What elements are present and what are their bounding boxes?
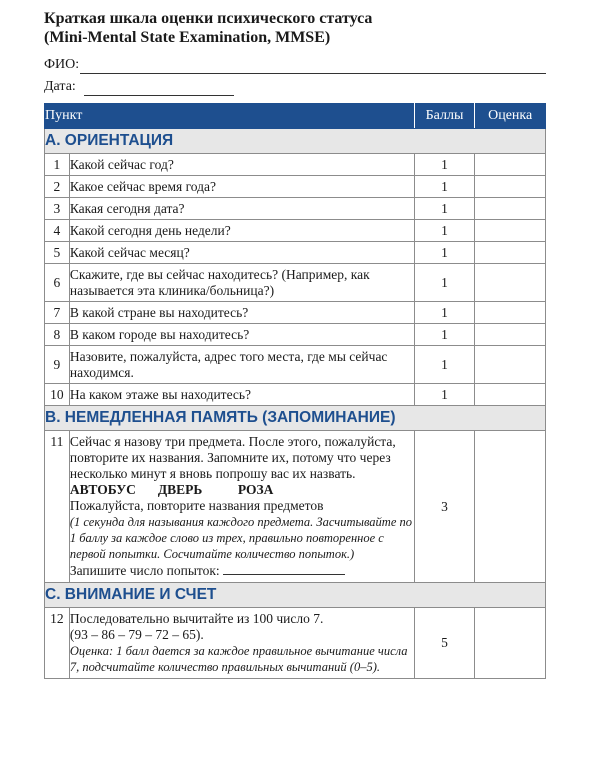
word-bus: АВТОБУС	[69, 482, 136, 497]
section-row-a	[45, 129, 546, 154]
row-number: 3	[45, 198, 70, 220]
date-label: Дата:	[44, 79, 76, 94]
table-row	[45, 264, 546, 302]
mmse-table	[44, 103, 546, 679]
table-row	[45, 176, 546, 198]
row-grade-cell[interactable]	[475, 176, 546, 198]
row-question: Какой сегодня день недели?	[69, 220, 414, 242]
row-points: 1	[414, 384, 475, 406]
row-points: 1	[414, 220, 475, 242]
row-question-12	[69, 608, 414, 679]
attempts-label: Запишите число попыток:	[69, 563, 220, 578]
fio-line	[80, 73, 546, 74]
row-12-instruction: Последовательно вычитайте из 100 число 7.	[69, 611, 324, 626]
row-points: 1	[414, 198, 475, 220]
row-grade-cell[interactable]	[475, 431, 546, 583]
table-header-row	[45, 104, 546, 129]
table-row	[45, 324, 546, 346]
row-number: 1	[45, 154, 70, 176]
row-12-sequence: (93 – 86 – 79 – 72 – 65).	[69, 627, 204, 642]
table-row	[45, 220, 546, 242]
attempts-input-line[interactable]	[223, 562, 345, 575]
row-number: 8	[45, 324, 70, 346]
row-question: Какая сегодня дата?	[69, 198, 414, 220]
table-row-11	[45, 431, 546, 583]
header-grade: Оценка	[475, 104, 546, 129]
row-question: Какой сейчас месяц?	[69, 242, 414, 264]
row-question: Какое сейчас время года?	[69, 176, 414, 198]
row-11-repeat: Пожалуйста, повторите названия предметов	[69, 498, 324, 513]
row-11-note: (1 секунда для называния каждого предмета. Засчитывайте по 1 баллу за каждое слово из трех, правильно повторенное с первой попытки. Сосчитайте количество попыток.)	[69, 515, 412, 561]
fio-field[interactable]	[44, 57, 546, 77]
header-item: Пункт	[45, 104, 415, 129]
row-grade-cell[interactable]	[475, 346, 546, 384]
row-11-words	[70, 482, 414, 498]
row-question-11	[69, 431, 414, 583]
date-line	[84, 95, 234, 96]
row-number: 12	[45, 608, 70, 679]
table-row	[45, 242, 546, 264]
row-points: 3	[414, 431, 475, 583]
row-points: 1	[414, 346, 475, 384]
row-question: В какой стране вы находитесь?	[69, 302, 414, 324]
row-number: 4	[45, 220, 70, 242]
row-number: 11	[45, 431, 70, 583]
row-points: 1	[414, 324, 475, 346]
table-row	[45, 198, 546, 220]
row-question: На каком этаже вы находитесь?	[69, 384, 414, 406]
table-row	[45, 154, 546, 176]
section-c-title: C. ВНИМАНИЕ И СЧЕТ	[45, 583, 546, 608]
section-a-title: A. ОРИЕНТАЦИЯ	[45, 129, 546, 154]
word-door: ДВЕРЬ	[157, 482, 203, 497]
section-b-title: B. НЕМЕДЛЕННАЯ ПАМЯТЬ (ЗАПОМИНАНИЕ)	[45, 406, 546, 431]
row-number: 2	[45, 176, 70, 198]
row-grade-cell[interactable]	[475, 608, 546, 679]
title-line-1: Краткая шкала оценки психического статуса	[44, 10, 373, 27]
form-title	[44, 9, 564, 47]
row-number: 7	[45, 302, 70, 324]
date-field[interactable]	[44, 79, 234, 99]
fio-label: ФИО:	[44, 57, 80, 72]
row-grade-cell[interactable]	[475, 264, 546, 302]
section-row-b	[45, 406, 546, 431]
row-grade-cell[interactable]	[475, 384, 546, 406]
row-points: 1	[414, 264, 475, 302]
row-grade-cell[interactable]	[475, 324, 546, 346]
word-rose: РОЗА	[237, 482, 274, 497]
section-row-c	[45, 583, 546, 608]
row-points: 1	[414, 154, 475, 176]
row-grade-cell[interactable]	[475, 198, 546, 220]
row-11-attempts	[70, 562, 414, 579]
table-row-12	[45, 608, 546, 679]
row-number: 6	[45, 264, 70, 302]
row-points: 1	[414, 242, 475, 264]
title-line-2: (Mini-Mental State Examination, MMSE)	[44, 29, 331, 46]
row-number: 10	[45, 384, 70, 406]
row-grade-cell[interactable]	[475, 242, 546, 264]
row-number: 9	[45, 346, 70, 384]
row-question: Назовите, пожалуйста, адрес того места, где мы сейчас находимся.	[69, 346, 414, 384]
table-row	[45, 346, 546, 384]
table-row	[45, 302, 546, 324]
row-grade-cell[interactable]	[475, 302, 546, 324]
header-points: Баллы	[414, 104, 475, 129]
row-points: 5	[414, 608, 475, 679]
row-number: 5	[45, 242, 70, 264]
row-grade-cell[interactable]	[475, 154, 546, 176]
row-question: В каком городе вы находитесь?	[69, 324, 414, 346]
row-points: 1	[414, 176, 475, 198]
row-points: 1	[414, 302, 475, 324]
row-12-note: Оценка: 1 балл дается за каждое правильное вычитание числа 7, подсчитайте количество правильных вычитаний (0–5).	[69, 644, 408, 674]
row-grade-cell[interactable]	[475, 220, 546, 242]
row-question: Какой сейчас год?	[69, 154, 414, 176]
row-question: Скажите, где вы сейчас находитесь? (Например, как называется эта клиника/больница?)	[69, 264, 414, 302]
table-row	[45, 384, 546, 406]
row-11-instruction: Сейчас я назову три предмета. После этого, пожалуйста, повторите их названия. Запомните их, потому что через несколько минут я вновь попрошу вас их назвать.	[69, 434, 396, 481]
